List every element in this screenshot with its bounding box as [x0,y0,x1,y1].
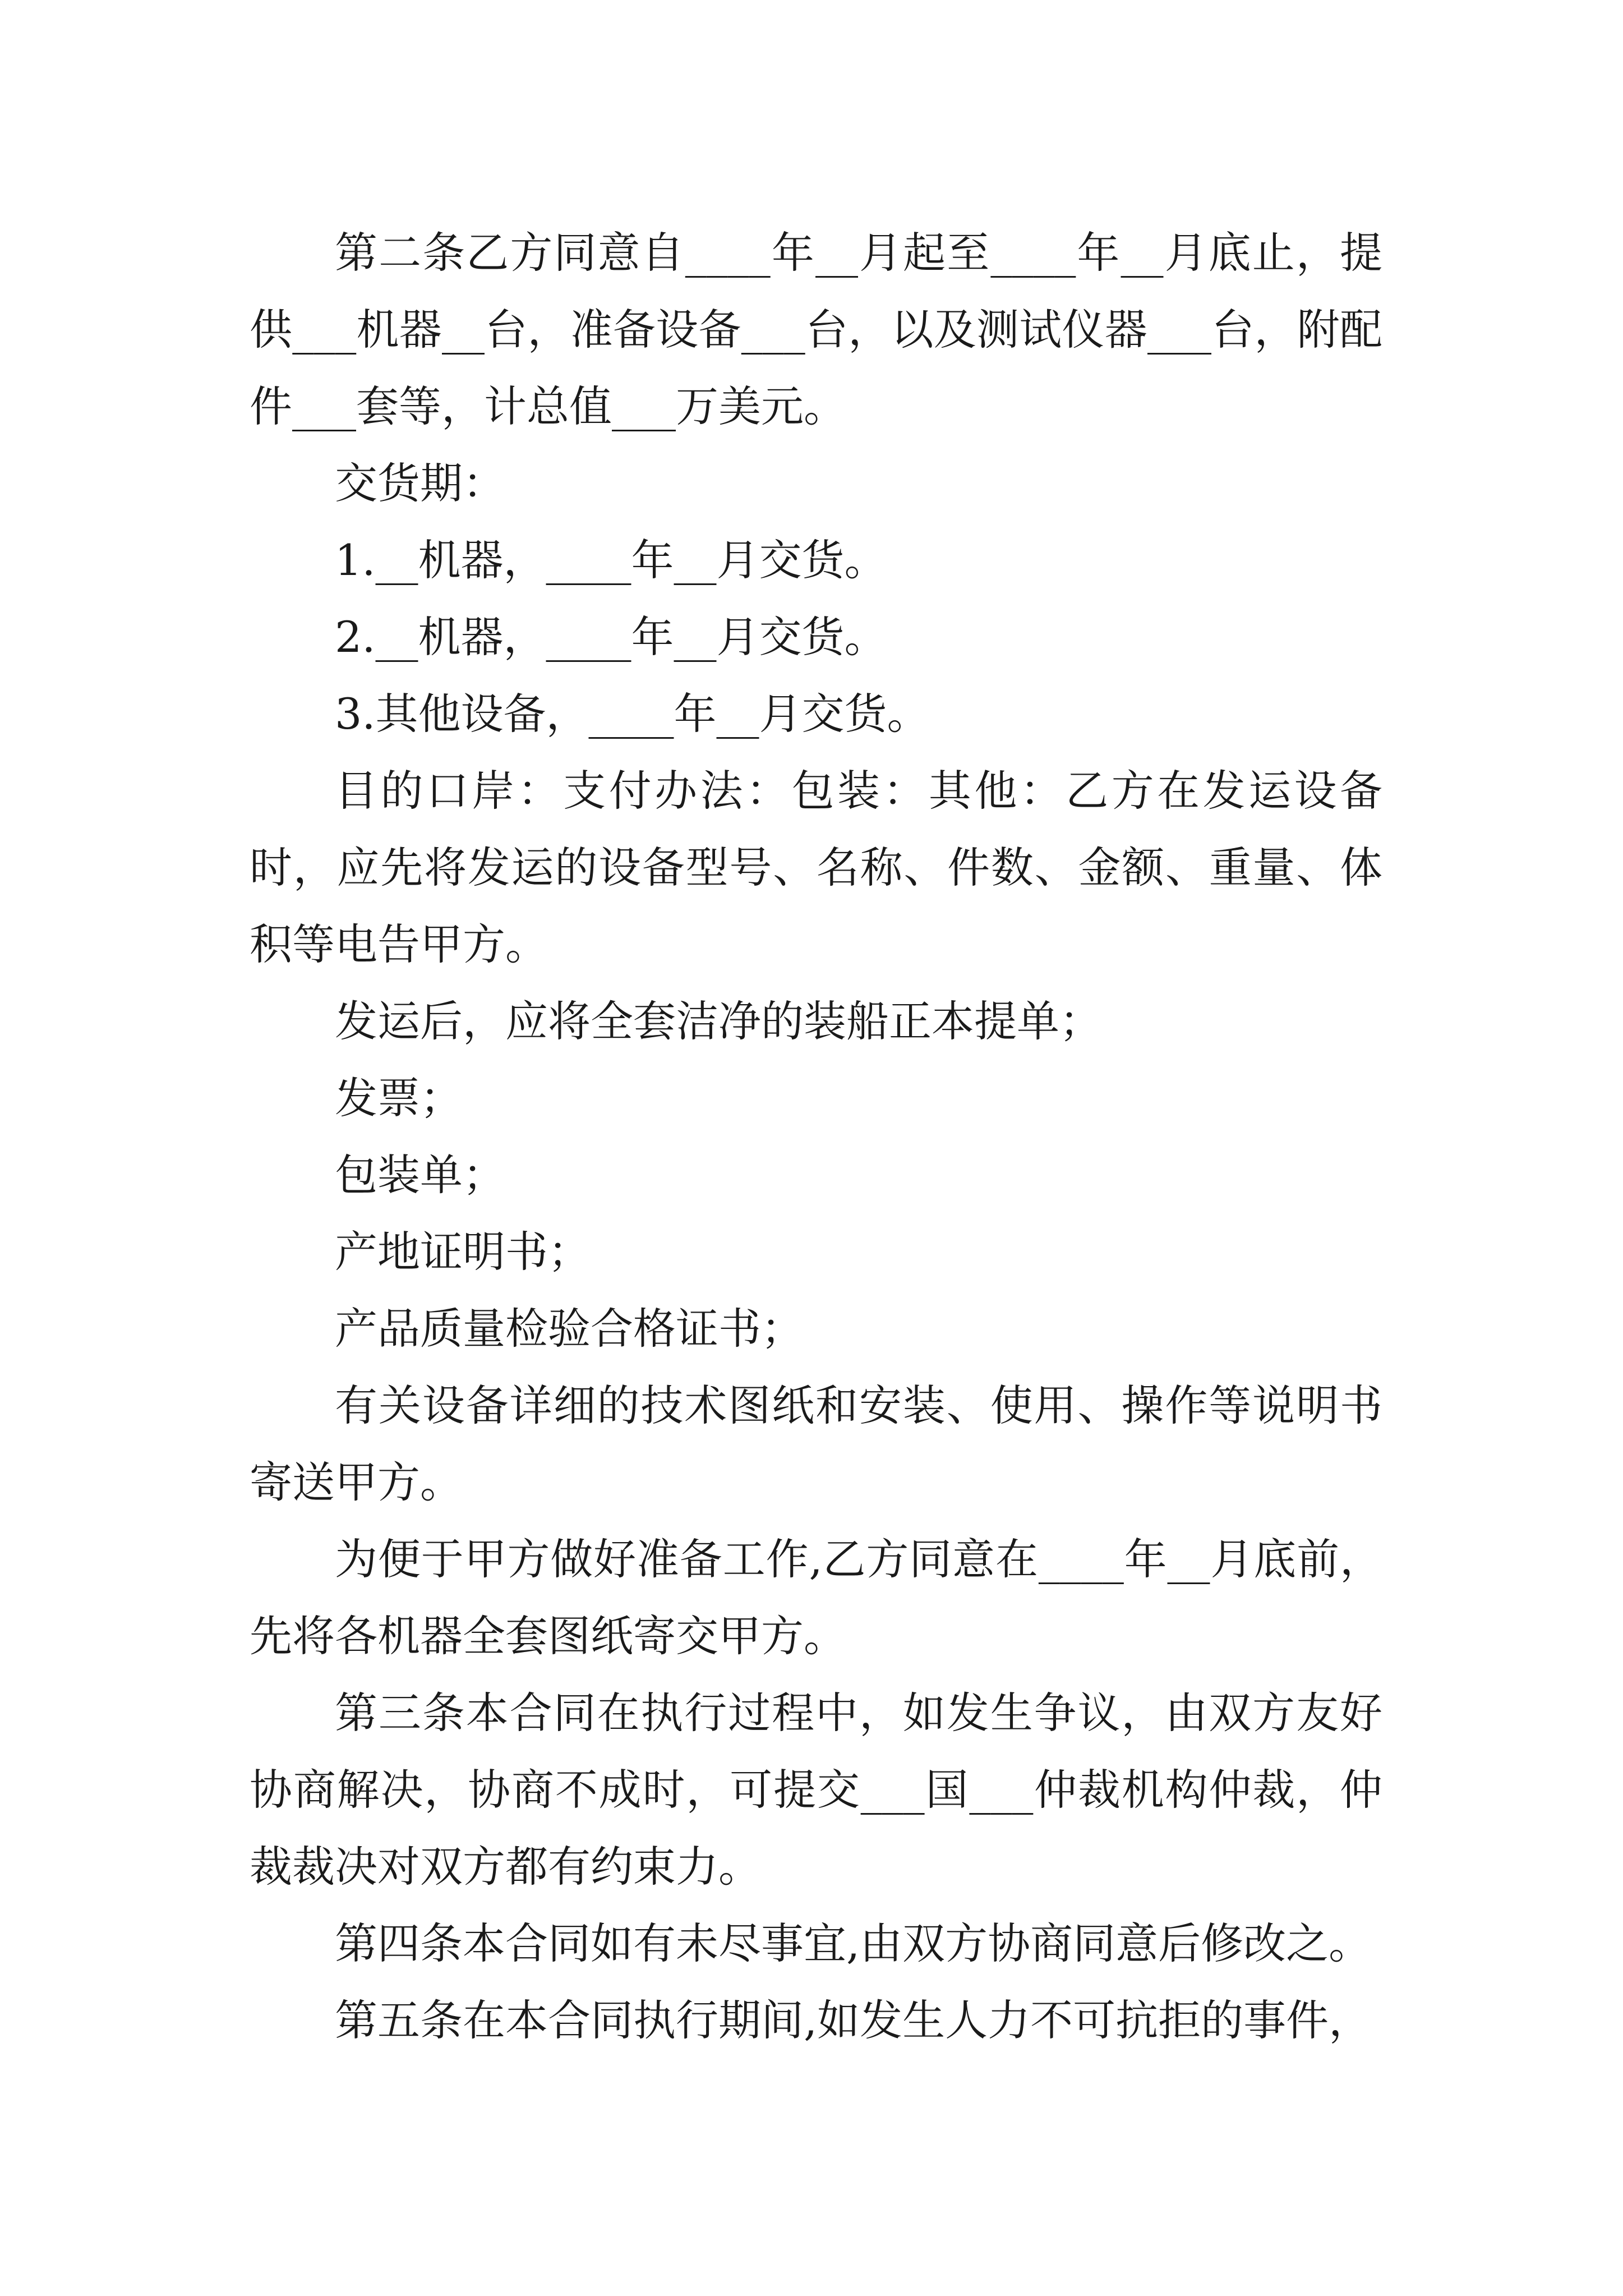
paragraph-article-3: 第三条本合同在执行过程中，如发生争议，由双方友好协商解决，协商不成时，可提交___国___仲裁机构仲裁，仲裁裁决对双方都有约束力。 [250,1688,1382,1892]
paragraph-drawings-in-advance: 为便于甲方做好准备工作,乙方同意在____年__月底前，先将各机器全套图纸寄交甲方。 [250,1534,1382,1661]
paragraph-after-shipment: 发运后，应将全套洁净的装船正本提单； [335,996,1102,1046]
paragraph-port-payment: 目的口岸：支付办法：包装：其他：乙方在发运设备时，应先将发运的设备型号、名称、件数、金额、重量、体积等电告甲方。 [250,766,1382,969]
document-body [250,214,1382,2059]
paragraph-delivery-item-3: 3.其他设备，____年__月交货。 [335,689,930,739]
paragraph-quality-certificate: 产品质量检验合格证书； [335,1304,804,1354]
paragraph-delivery-item-1: 1.__机器，____年__月交货。 [335,535,887,585]
paragraph-certificate-origin: 产地证明书； [335,1227,591,1277]
paragraph-packing-list: 包装单； [335,1150,505,1200]
paragraph-article-2: 第二条乙方同意自____年__月起至____年__月底止，提供___机器__台，准备设备___台，以及测试仪器___台，附配件___套等，计总值___万美元。 [250,228,1382,431]
paragraph-delivery-item-2: 2.__机器，____年__月交货。 [335,612,887,662]
paragraph-technical-drawings: 有关设备详细的技术图纸和安装、使用、操作等说明书寄送甲方。 [250,1381,1382,1507]
paragraph-delivery-period: 交货期： [335,458,505,508]
paragraph-invoice: 发票； [335,1073,463,1123]
paragraph-article-4: 第四条本合同如有未尽事宜,由双方协商同意后修改之。 [335,1918,1372,1968]
paragraph-article-5: 第五条在本合同执行期间,如发生人力不可抗拒的事件， [335,1995,1372,2045]
